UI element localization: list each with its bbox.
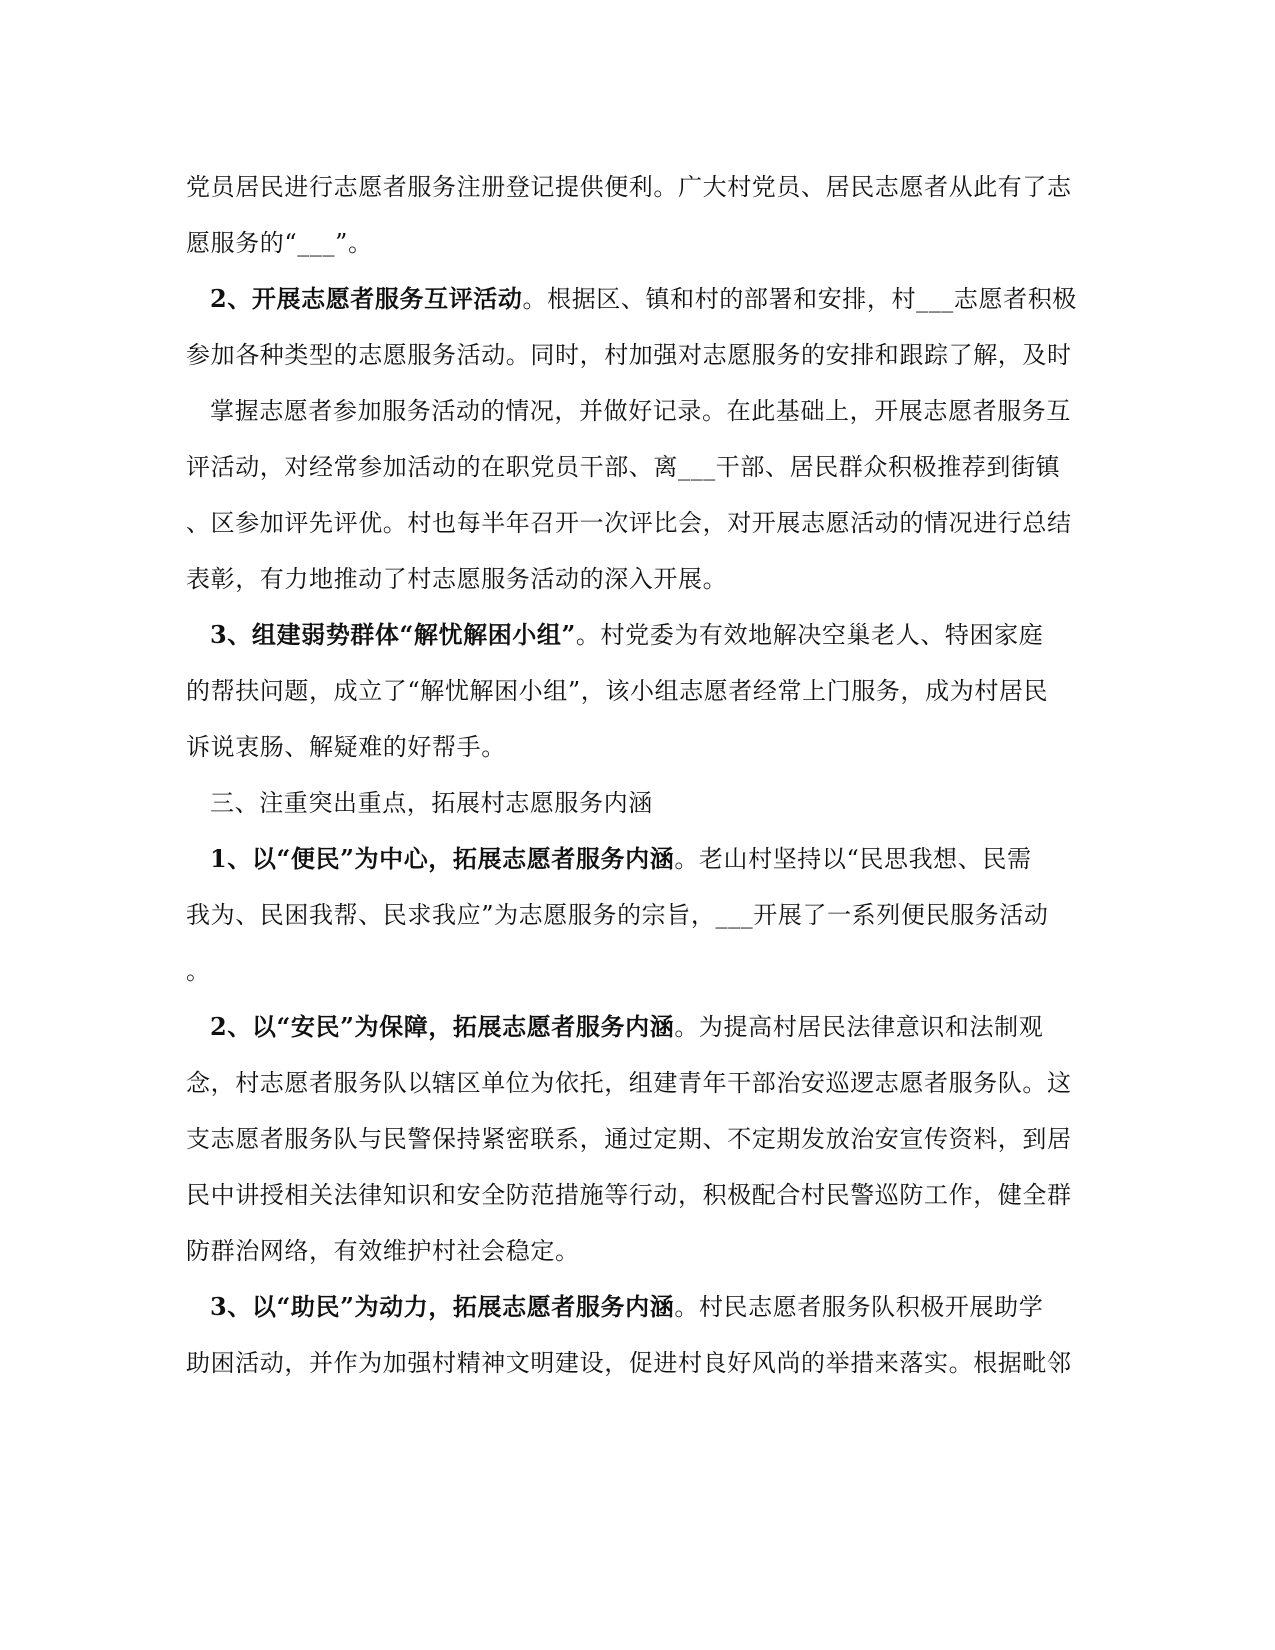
section-heading-line: 3、以“助民”为动力，拓展志愿者服务内涵。村民志愿者服务队积极开展助学	[210, 1292, 1044, 1321]
text-line: 评活动，对经常参加活动的在职党员干部、离___干部、居民群众积极推荐到街镇	[186, 453, 1061, 481]
section-heading: 1、以“便民”为中心，拓展志愿者服务内涵	[210, 844, 675, 873]
text-line: 我为、民困我帮、民求我应”为志愿服务的宗旨，___开展了一系列便民服务活动	[186, 901, 1049, 929]
text-line: 防群治网络，有效维护村社会稳定。	[186, 1237, 580, 1265]
text-line: 支志愿者服务队与民警保持紧密联系，通过定期、不定期发放治安宣传资料，到居	[186, 1125, 1072, 1153]
section-heading-line: 2、开展志愿者服务互评活动。根据区、镇和村的部署和安排，村___志愿者积极	[210, 284, 1077, 313]
section-heading: 2、开展志愿者服务互评活动	[210, 284, 523, 313]
text-line: 、区参加评先评优。村也每半年召开一次评比会，对开展志愿活动的情况进行总结	[186, 509, 1072, 537]
text-line: 表彰，有力地推动了村志愿服务活动的深入开展。	[186, 565, 728, 593]
section-heading: 3、以“助民”为动力，拓展志愿者服务内涵	[210, 1292, 675, 1321]
text-line: 念，村志愿者服务队以辖区单位为依托，组建青年干部治安巡逻志愿者服务队。这	[186, 1069, 1072, 1097]
text-line: 。	[186, 957, 211, 985]
text-line: 民中讲授相关法律知识和安全防范措施等行动，积极配合村民警巡防工作，健全群	[186, 1181, 1072, 1209]
section-heading-line: 2、以“安民”为保障，拓展志愿者服务内涵。为提高村居民法律意识和法制观	[210, 1012, 1044, 1041]
text-line: 参加各种类型的志愿服务活动。同时，村加强对志愿服务的安排和跟踪了解，及时	[186, 341, 1072, 369]
section-heading: 3、组建弱势群体“解忧解困小组”	[210, 620, 576, 649]
text-line: 助困活动，并作为加强村精神文明建设，促进村良好风尚的举措来落实。根据毗邻	[186, 1349, 1072, 1377]
text-line: 诉说衷肠、解疑难的好帮手。	[186, 733, 506, 761]
text-line: 的帮扶问题，成立了“解忧解困小组”，该小组志愿者经常上门服务，成为村居民	[186, 677, 1049, 705]
text-line: 愿服务的“___”。	[186, 229, 373, 257]
section-heading: 2、以“安民”为保障，拓展志愿者服务内涵	[210, 1012, 675, 1041]
chapter-heading: 三、注重突出重点，拓展村志愿服务内涵	[210, 789, 653, 817]
section-heading-line: 1、以“便民”为中心，拓展志愿者服务内涵。老山村坚持以“民思我想、民需	[210, 844, 1032, 873]
section-heading-line: 3、组建弱势群体“解忧解困小组”。村党委为有效地解决空巢老人、特困家庭	[210, 620, 1044, 649]
text-line: 掌握志愿者参加服务活动的情况，并做好记录。在此基础上，开展志愿者服务互	[210, 397, 1071, 425]
text-line: 党员居民进行志愿者服务注册登记提供便利。广大村党员、居民志愿者从此有了志	[186, 173, 1072, 201]
